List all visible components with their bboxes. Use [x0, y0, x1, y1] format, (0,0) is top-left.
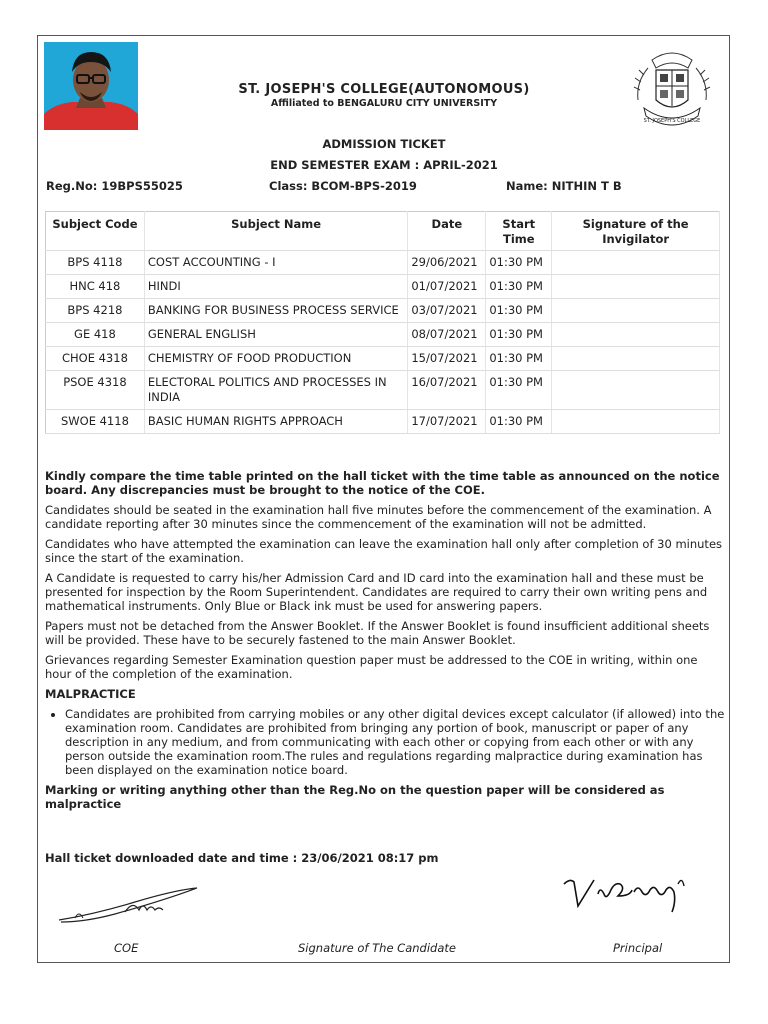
- instruction-paragraph: Candidates who have attempted the examination can leave the examination hall only after completion of 30 minutes since the start of the examination.: [45, 537, 723, 565]
- instruction-paragraph: A Candidate is requested to carry his/her Admission Card and ID card into the examination hall and these must be presented for inspection by the Room Superintendent. Candidates are required to carry their own writing pens and mathematical instruments. Only Blue or Black ink must be used for answering papers.: [45, 571, 708, 613]
- malpractice-list: [45, 707, 725, 777]
- exam-date: 29/06/2021: [408, 251, 486, 275]
- exam-date: 15/07/2021: [408, 347, 486, 371]
- table-row: [46, 323, 720, 347]
- subject-code: PSOE 4318: [46, 371, 145, 410]
- header-subject-name: Subject Name: [144, 212, 407, 251]
- download-timestamp: Hall ticket downloaded date and time : 23/06/2021 08:17 pm: [45, 851, 439, 865]
- exam-date: 16/07/2021: [408, 371, 486, 410]
- marking-warning: Marking or writing anything other than the Reg.No on the question paper will be considered as malpractice: [45, 783, 665, 811]
- start-time: 01:30 PM: [486, 299, 552, 323]
- instruction-paragraph: Grievances regarding Semester Examination question paper must be addressed to the COE in writing, within one hour of the completion of the examination.: [45, 653, 698, 681]
- subject-code: BPS 4218: [46, 299, 145, 323]
- exam-date: 08/07/2021: [408, 323, 486, 347]
- invigilator-signature-cell: [552, 275, 720, 299]
- subject-name: GENERAL ENGLISH: [144, 323, 407, 347]
- subject-name: ELECTORAL POLITICS AND PROCESSES IN INDIA: [144, 371, 407, 410]
- invigilator-signature-cell: [552, 299, 720, 323]
- invigilator-signature-cell: [552, 251, 720, 275]
- table-header-row: [46, 212, 720, 251]
- malpractice-heading: MALPRACTICE: [45, 687, 136, 701]
- exam-date: 03/07/2021: [408, 299, 486, 323]
- principal-label: Principal: [613, 941, 663, 955]
- start-time: 01:30 PM: [486, 323, 552, 347]
- invigilator-signature-cell: [552, 371, 720, 410]
- exam-date: 17/07/2021: [408, 410, 486, 434]
- reg-no: Reg.No: 19BPS55025: [46, 179, 183, 193]
- class: Class: BCOM-BPS-2019: [269, 179, 417, 193]
- table-row: [46, 299, 720, 323]
- svg-text:ST. JOSEPH'S COLLEGE: ST. JOSEPH'S COLLEGE: [643, 118, 701, 124]
- header-invigilator-signature: Signature of the Invigilator: [552, 212, 720, 251]
- coe-signature-image: [55, 884, 205, 932]
- invigilator-signature-cell: [552, 347, 720, 371]
- instruction-paragraph: Candidates should be seated in the examination hall five minutes before the commencement of the examination. A candidate reporting after 30 minutes since the commencement of the examination will not be admitted.: [45, 503, 712, 531]
- subject-name: COST ACCOUNTING - I: [144, 251, 407, 275]
- exam-date: 01/07/2021: [408, 275, 486, 299]
- header-subject-code: Subject Code: [46, 212, 145, 251]
- header-start-time: Start Time: [486, 212, 552, 251]
- start-time: 01:30 PM: [486, 410, 552, 434]
- principal-signature-image: [560, 872, 695, 922]
- exam-title: END SEMESTER EXAM : APRIL-2021: [270, 158, 498, 172]
- table-row: [46, 251, 720, 275]
- instructions: [45, 469, 725, 817]
- subject-code: GE 418: [46, 323, 145, 347]
- list-item: • Candidates are prohibited from carrying mobiles or any other digital devices except calculator (if allowed) into the examination room. Candidates are prohibited from bringing any portion of book, manuscript or paper of any description in any medium, and from communicating with each other or copying from each other or with any person outside the examination room.The rules and regulations regarding malpractice during examination has been displayed on the examination notice board.: [65, 707, 725, 777]
- start-time: 01:30 PM: [486, 347, 552, 371]
- start-time: 01:30 PM: [486, 275, 552, 299]
- exam-timetable: [45, 211, 720, 434]
- college-name: ST. JOSEPH'S COLLEGE(AUTONOMOUS): [238, 82, 530, 97]
- student-name: Name: NITHIN T B: [506, 179, 622, 193]
- invigilator-signature-cell: [552, 323, 720, 347]
- timetable-notice: Kindly compare the time table printed on the hall ticket with the time table as announced on the notice board. Any discrepancies must be brought to the notice of the COE.: [45, 469, 720, 497]
- table-row: [46, 275, 720, 299]
- table-row: [46, 347, 720, 371]
- table-row: [46, 371, 720, 410]
- table-row: [46, 410, 720, 434]
- subject-name: HINDI: [144, 275, 407, 299]
- subject-code: SWOE 4118: [46, 410, 145, 434]
- header-date: Date: [408, 212, 486, 251]
- subject-code: BPS 4118: [46, 251, 145, 275]
- affiliation: Affiliated to BENGALURU CITY UNIVERSITY: [270, 98, 498, 109]
- start-time: 01:30 PM: [486, 371, 552, 410]
- subject-code: HNC 418: [46, 275, 145, 299]
- coe-label: COE: [114, 941, 139, 955]
- ticket-title: ADMISSION TICKET: [322, 137, 446, 151]
- start-time: 01:30 PM: [486, 251, 552, 275]
- subject-name: BANKING FOR BUSINESS PROCESS SERVICE: [144, 299, 407, 323]
- invigilator-signature-cell: [552, 410, 720, 434]
- subject-name: CHEMISTRY OF FOOD PRODUCTION: [144, 347, 407, 371]
- subject-code: CHOE 4318: [46, 347, 145, 371]
- subject-name: BASIC HUMAN RIGHTS APPROACH: [144, 410, 407, 434]
- candidate-signature-label: Signature of The Candidate: [298, 941, 456, 955]
- instruction-paragraph: Papers must not be detached from the Answer Booklet. If the Answer Booklet is found insufficient additional sheets will be provided. These have to be securely fastened to the main Answer Booklet.: [45, 619, 710, 647]
